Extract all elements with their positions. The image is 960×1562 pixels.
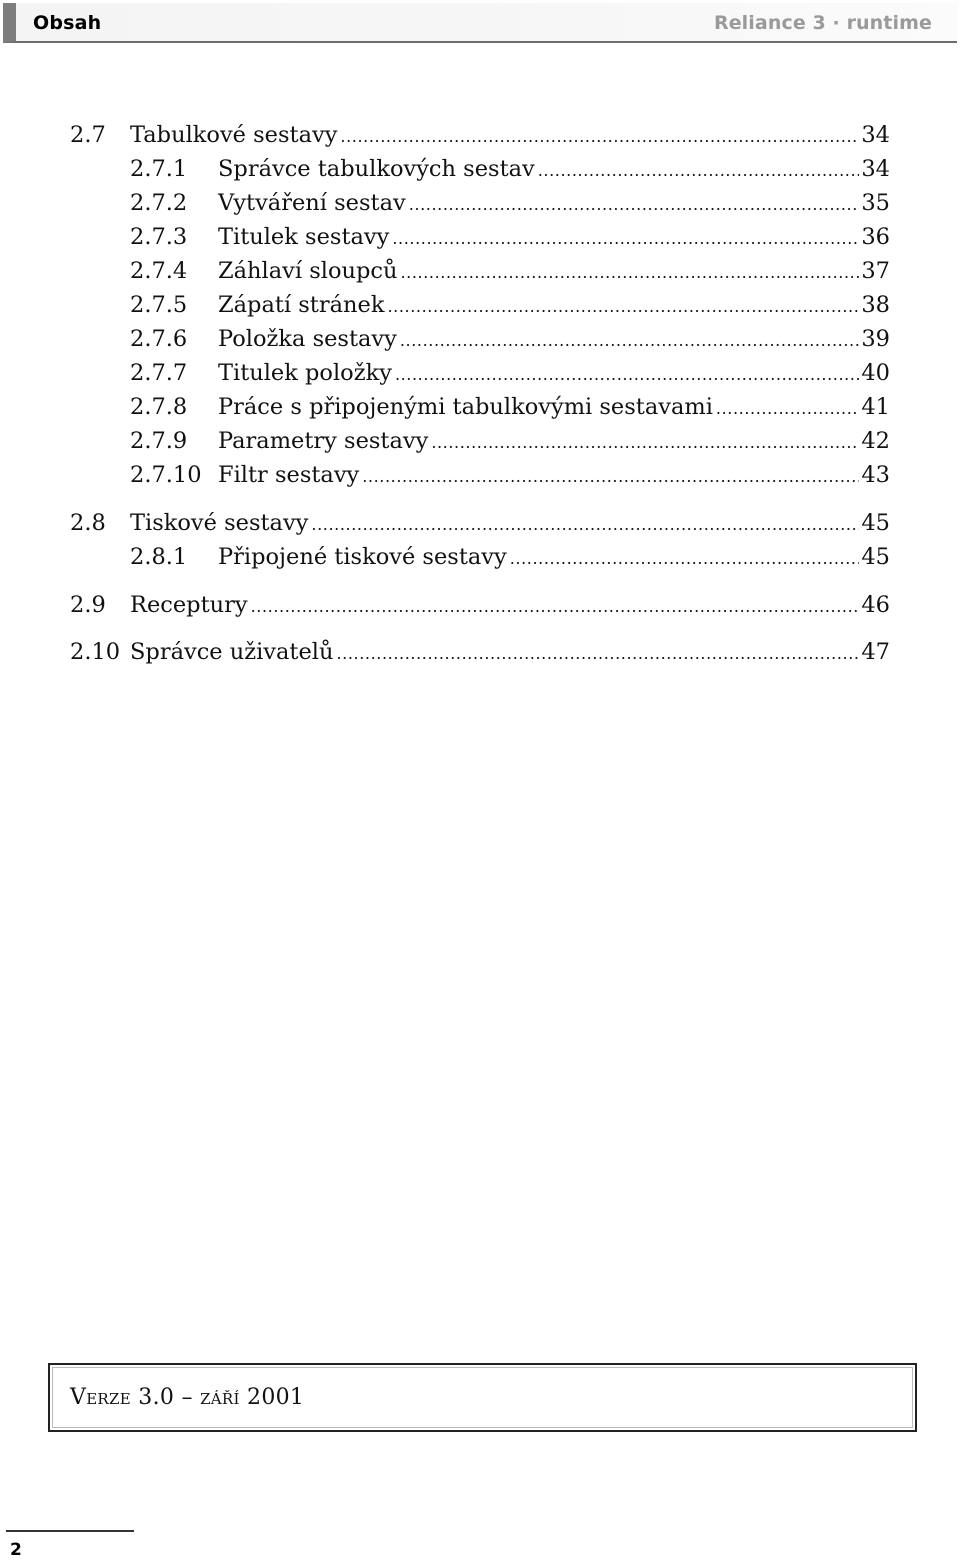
toc-entry[interactable]: [130, 153, 890, 185]
toc-entry[interactable]: [70, 507, 890, 539]
toc-entry[interactable]: [130, 357, 890, 389]
toc-entry-title: Receptury: [130, 592, 248, 618]
toc-entry-number: 2.8: [70, 510, 106, 536]
toc-dot-leader: [431, 427, 859, 459]
toc-entry-title: Záhlaví sloupců: [218, 258, 398, 284]
toc-dot-leader: [251, 591, 860, 623]
header-product-name: Reliance 3 · runtime: [713, 12, 932, 34]
toc-entry-number: 2.7.10: [130, 462, 202, 488]
toc-entry-title: Správce uživatelů: [130, 639, 334, 665]
toc-entry-title: Tiskové sestavy: [130, 510, 309, 536]
toc-entry[interactable]: [130, 323, 890, 355]
toc-entry-page: 34: [861, 156, 890, 182]
toc-entry-page: 34: [861, 122, 890, 148]
toc-entry-page: 37: [861, 258, 890, 284]
toc-entry-page: 43: [861, 462, 890, 488]
toc-entry-page: 47: [861, 639, 890, 665]
toc-entry-title: Vytváření sestav: [218, 190, 406, 216]
version-box: [48, 1363, 917, 1432]
toc-entry-number: 2.7.2: [130, 190, 188, 216]
toc-entry-title: Položka sestavy: [218, 326, 397, 352]
footer-rule: [6, 1530, 134, 1532]
toc-dot-leader: [387, 291, 859, 323]
toc-dot-leader: [362, 461, 859, 493]
toc-entry-title: Tabulkové sestavy: [130, 122, 338, 148]
toc-entry[interactable]: [130, 459, 890, 491]
page-header: [3, 3, 957, 43]
toc-entry-number: 2.7.5: [130, 292, 188, 318]
toc-entry-number: 2.9: [70, 592, 106, 618]
toc-entry[interactable]: [130, 255, 890, 287]
toc-entry-number: 2.7.9: [130, 428, 188, 454]
toc-entry-number: 2.7.4: [130, 258, 188, 284]
toc-entry-title: Zápatí stránek: [218, 292, 385, 318]
toc-entry-page: 45: [861, 544, 890, 570]
toc-entry-number: 2.7.8: [130, 394, 188, 420]
toc-entry-number: 2.7.7: [130, 360, 188, 386]
toc-dot-leader: [510, 543, 860, 575]
page-number: 2: [10, 1540, 22, 1560]
toc-entry-number: 2.7.3: [130, 224, 188, 250]
header-section-title: Obsah: [33, 12, 102, 34]
toc-entry-number: 2.7.6: [130, 326, 188, 352]
toc-entry-title: Filtr sestavy: [218, 462, 360, 488]
toc-entry[interactable]: [130, 391, 890, 423]
toc-dot-leader: [395, 359, 859, 391]
toc-entry-page: 42: [861, 428, 890, 454]
toc-entry-page: 39: [861, 326, 890, 352]
toc-entry[interactable]: [130, 425, 890, 457]
toc-dot-leader: [716, 393, 859, 425]
toc-entry[interactable]: [70, 589, 890, 621]
toc-dot-leader: [311, 509, 859, 541]
toc-entry-page: 36: [861, 224, 890, 250]
toc-entry-title: Titulek položky: [218, 360, 392, 386]
toc-entry[interactable]: [130, 221, 890, 253]
toc-entry[interactable]: [130, 187, 890, 219]
toc-entry-page: 46: [861, 592, 890, 618]
toc-entry-number: 2.7: [70, 122, 106, 148]
toc-entry-title: Správce tabulkových sestav: [218, 156, 535, 182]
toc-entry-title: Parametry sestavy: [218, 428, 429, 454]
toc-dot-leader: [336, 638, 859, 670]
toc-entry-page: 35: [861, 190, 890, 216]
toc-entry-number: 2.10: [70, 639, 121, 665]
toc-entry-page: 40: [861, 360, 890, 386]
toc-entry[interactable]: [130, 541, 890, 573]
version-label: Verze 3.0 – září 2001: [70, 1385, 305, 1410]
toc-entry[interactable]: [70, 636, 890, 668]
toc-entry-page: 38: [861, 292, 890, 318]
toc-dot-leader: [400, 325, 860, 357]
toc-entry[interactable]: [130, 289, 890, 321]
toc-entry-title: Titulek sestavy: [218, 224, 390, 250]
toc-dot-leader: [392, 223, 859, 255]
toc-entry-number: 2.8.1: [130, 544, 188, 570]
toc-dot-leader: [409, 189, 860, 221]
toc-dot-leader: [400, 257, 859, 289]
toc-entry-page: 41: [861, 394, 890, 420]
toc-dot-leader: [340, 121, 859, 153]
toc-entry-title: Práce s připojenými tabulkovými sestavami: [218, 394, 713, 420]
toc-entry-page: 45: [861, 510, 890, 536]
toc-entry-number: 2.7.1: [130, 156, 188, 182]
toc-entry[interactable]: [70, 119, 890, 151]
toc-entry-title: Připojené tiskové sestavy: [218, 544, 507, 570]
toc-dot-leader: [538, 155, 860, 187]
